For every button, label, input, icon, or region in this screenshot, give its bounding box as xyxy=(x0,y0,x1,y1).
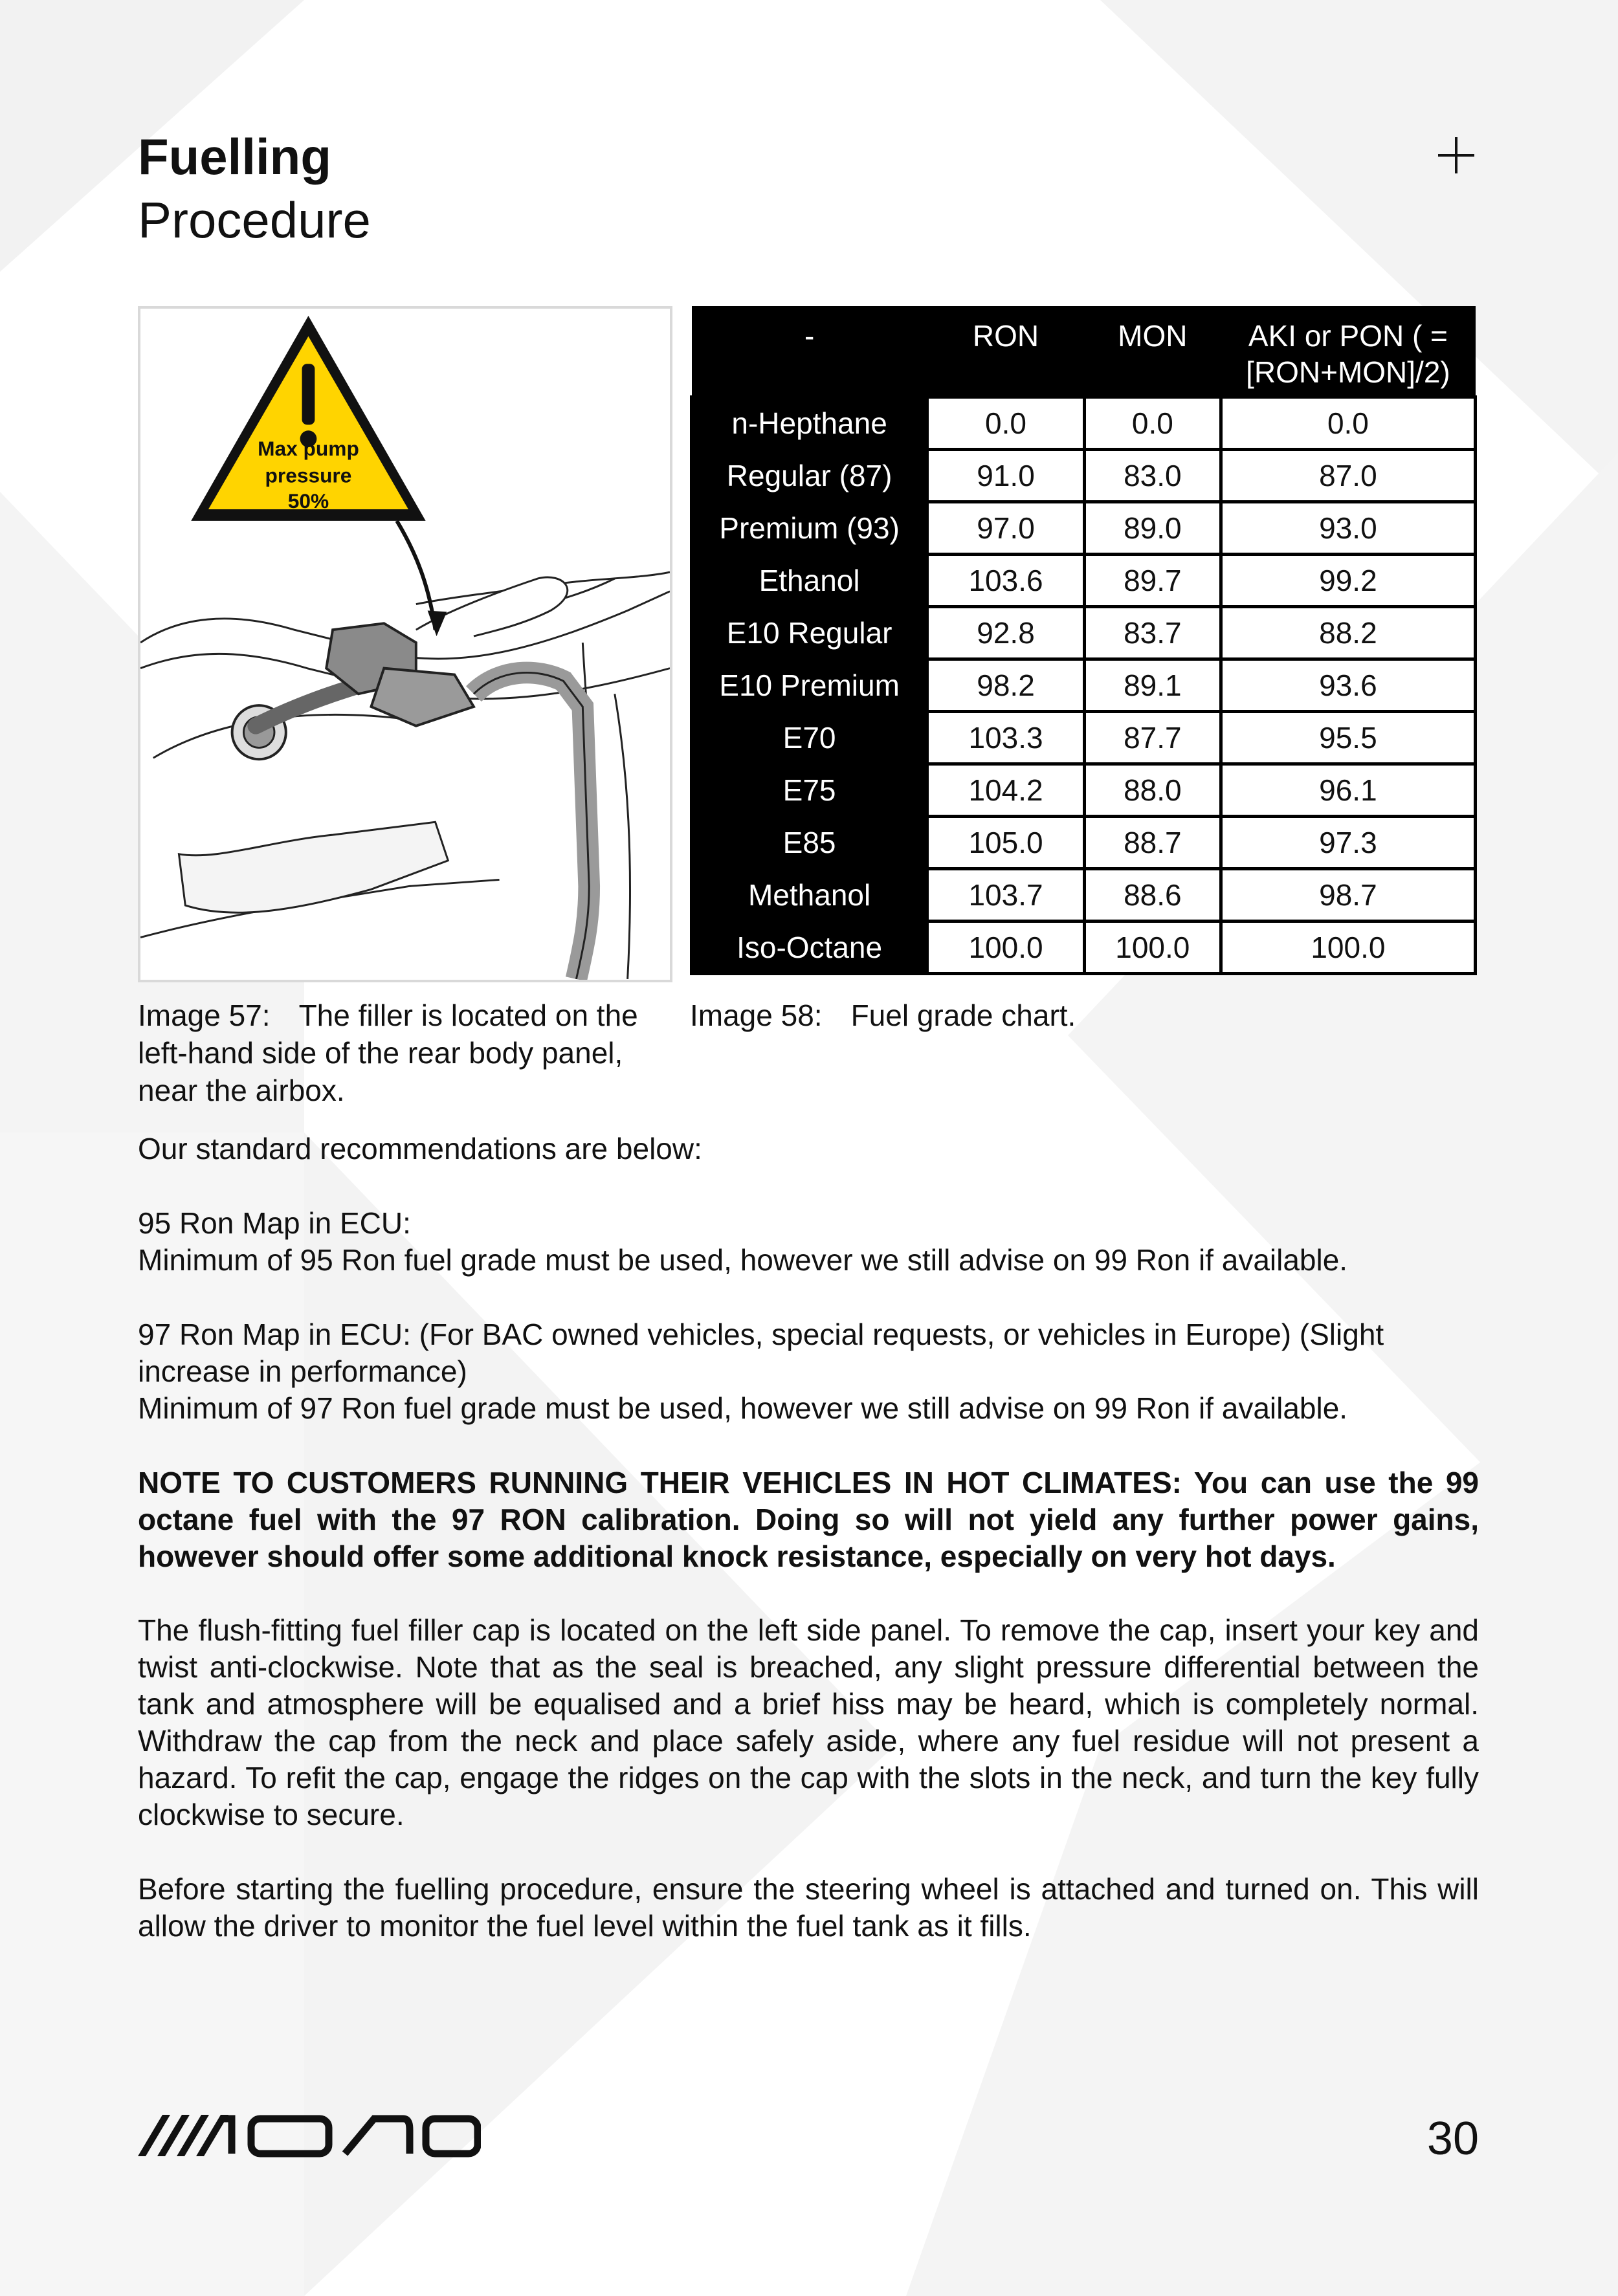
warning-label-line1: Max pump xyxy=(258,436,359,460)
aki-cell: 0.0 xyxy=(1221,397,1475,449)
aki-cell: 98.7 xyxy=(1221,868,1475,921)
ron-cell: 105.0 xyxy=(927,816,1085,868)
mon-cell: 83.7 xyxy=(1084,606,1221,659)
fuel-name-cell: Iso-Octane xyxy=(692,921,927,973)
fuel-name-cell: Regular (87) xyxy=(692,449,927,502)
aki-cell: 93.6 xyxy=(1221,659,1475,711)
mono-logo xyxy=(138,2114,481,2159)
image-57-caption xyxy=(138,997,656,1109)
caption-label: Image 57: xyxy=(138,999,271,1032)
fuel-filler-illustration xyxy=(138,306,672,982)
page-number: 30 xyxy=(1426,2113,1479,2165)
plus-icon xyxy=(1437,136,1476,175)
mon-cell: 88.6 xyxy=(1084,868,1221,921)
warning-label-line3: 50% xyxy=(287,489,329,513)
ron-cell: 104.2 xyxy=(927,764,1085,816)
fuel-name-cell: Ethanol xyxy=(692,554,927,606)
column-header: MON xyxy=(1084,306,1221,397)
fuel-name-cell: n-Hepthane xyxy=(692,397,927,449)
fuel-name-cell: Methanol xyxy=(692,868,927,921)
table-row xyxy=(692,711,1476,764)
ron-cell: 91.0 xyxy=(927,449,1085,502)
image-58-caption xyxy=(690,997,1337,1034)
intro-paragraph: Our standard recommendations are below: xyxy=(138,1132,702,1165)
filler-cap-paragraph: The flush-fitting fuel filler cap is located on the left side panel. To remove the cap, insert your key and twist anti-clockwise. Note that as the seal is breached, any slight pressure differential between the tank and atmosphere will be equalised and a brief hiss may be heard, which is completely normal. Withdraw the cap from the neck and place safely aside, where any fuel residue will not present a hazard. To refit the cap, engage the ridges on the cap with the slots in the neck, and turn the key fully clockwise to secure. xyxy=(138,1613,1479,1831)
table-row xyxy=(692,606,1476,659)
aki-cell: 87.0 xyxy=(1221,449,1475,502)
warning-label-line2: pressure xyxy=(265,463,352,487)
mon-cell: 89.1 xyxy=(1084,659,1221,711)
mon-cell: 87.7 xyxy=(1084,711,1221,764)
aki-cell: 95.5 xyxy=(1221,711,1475,764)
aki-cell: 97.3 xyxy=(1221,816,1475,868)
table-row xyxy=(692,921,1476,973)
table-header-row xyxy=(692,306,1476,397)
page-title: Fuelling xyxy=(138,128,331,185)
ron-cell: 103.6 xyxy=(927,554,1085,606)
table-row xyxy=(692,397,1476,449)
table-row xyxy=(692,816,1476,868)
map95-title: 95 Ron Map in ECU: xyxy=(138,1206,411,1240)
fuel-name-cell: E10 Premium xyxy=(692,659,927,711)
mon-cell: 88.0 xyxy=(1084,764,1221,816)
fuel-name-cell: E75 xyxy=(692,764,927,816)
ron-cell: 97.0 xyxy=(927,502,1085,554)
table-row xyxy=(692,554,1476,606)
aki-cell: 88.2 xyxy=(1221,606,1475,659)
ron-cell: 98.2 xyxy=(927,659,1085,711)
fuel-name-cell: Premium (93) xyxy=(692,502,927,554)
ron-cell: 103.7 xyxy=(927,868,1085,921)
hot-climate-note: NOTE TO CUSTOMERS RUNNING THEIR VEHICLES IN HOT CLIMATES: You can use the 99 octane fuel with the 97 RON calibration. Doing so will not yield any further power gains, however should offer some additional knock resistance, especially on very hot days. xyxy=(138,1466,1479,1573)
fuel-name-cell: E85 xyxy=(692,816,927,868)
mon-cell: 89.7 xyxy=(1084,554,1221,606)
table-row xyxy=(692,659,1476,711)
caption-label: Image 58: xyxy=(690,999,823,1032)
column-header: - xyxy=(692,306,927,397)
column-header: RON xyxy=(927,306,1085,397)
fuel-grade-table xyxy=(690,306,1477,975)
aki-cell: 100.0 xyxy=(1221,921,1475,973)
table-row xyxy=(692,449,1476,502)
page-subtitle: Procedure xyxy=(138,192,371,248)
aki-cell: 96.1 xyxy=(1221,764,1475,816)
column-header: AKI or PON ( = [RON+MON]/2) xyxy=(1221,306,1475,397)
mon-cell: 89.0 xyxy=(1084,502,1221,554)
map97-text: Minimum of 97 Ron fuel grade must be used, however we still advise on 99 Ron if available. xyxy=(138,1391,1348,1425)
caption-text: The filler is located on the left-hand side of the rear body panel, near the airbox. xyxy=(138,999,638,1107)
steering-wheel-paragraph: Before starting the fuelling procedure, ensure the steering wheel is attached and turned on. This will allow the driver to monitor the fuel level within the fuel tank as it fills. xyxy=(138,1872,1479,1943)
ron-cell: 103.3 xyxy=(927,711,1085,764)
table-row xyxy=(692,764,1476,816)
mon-cell: 100.0 xyxy=(1084,921,1221,973)
table-row xyxy=(692,502,1476,554)
mon-cell: 88.7 xyxy=(1084,816,1221,868)
map95-text: Minimum of 95 Ron fuel grade must be used, however we still advise on 99 Ron if available. xyxy=(138,1243,1348,1277)
caption-text: Fuel grade chart. xyxy=(850,999,1076,1032)
ron-cell: 0.0 xyxy=(927,397,1085,449)
aki-cell: 99.2 xyxy=(1221,554,1475,606)
mon-cell: 83.0 xyxy=(1084,449,1221,502)
fuel-name-cell: E70 xyxy=(692,711,927,764)
aki-cell: 93.0 xyxy=(1221,502,1475,554)
map97-title: 97 Ron Map in ECU: (For BAC owned vehicles, special requests, or vehicles in Europe) (Slight increase in performance) xyxy=(138,1318,1384,1388)
mon-cell: 0.0 xyxy=(1084,397,1221,449)
ron-cell: 92.8 xyxy=(927,606,1085,659)
table-row xyxy=(692,868,1476,921)
ron-cell: 100.0 xyxy=(927,921,1085,973)
fuel-name-cell: E10 Regular xyxy=(692,606,927,659)
